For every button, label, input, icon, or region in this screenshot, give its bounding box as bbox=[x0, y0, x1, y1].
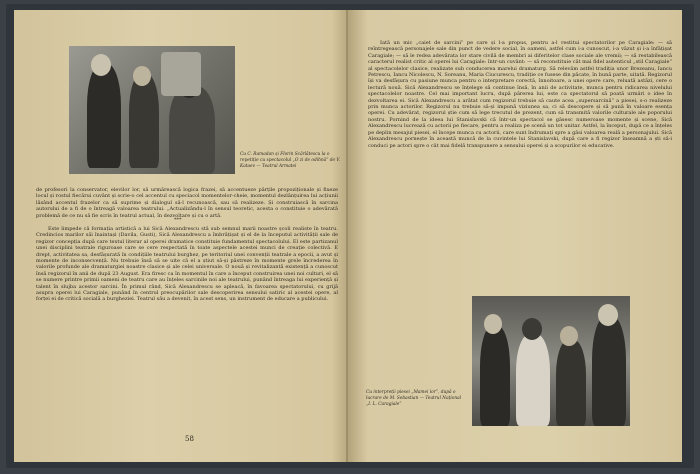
body-text: Iată un mic „caiet de sarcini” pe care și l-a propus, pentru a-l restitui spectatorilor pe Caragiale: — să reîntregească personajele sale din punct de vedere social, în oameni, astfel cum i-a cunoscut, i-a văzut și i-a înfățișat Caragiale; — să le redea adevărata lor stare civilă de membri ai diferitelor clase sociale ale vremii; — să restabilească caracterul realist critic al operei lui Caragiale: într-un cuvânt: — să reconstituie cât mai fidel autenticul „stil Caragiale” al spectacolelor clasice, realizate sub conducerea marelui dramaturg. Să relevăm astfel tradiția unor Brezeanu, Iancu Petrescu, Iancu Nicolescu, N. Soreanu, Maria Ciucurescu, tradiție ce fusese din păcate, în bună parte, uitată. Regizorul își va desfășura cu pasiune munca pentru o interpretare corectă, înnoitoare, a unei opere care, reluată astăzi, cere o lectură nouă. Sică Alexandrescu se înțelege să continue însă, în anii de activitate, munca pentru ridicarea nivelului spectacolelor noastre. Cel mai important lucru, după părerea lui, este ca spectatorul să poată urmări o idee în dezvoltarea ei. Sică Alexandrescu a arătat cum regizorul trebuie să caute acea „supersarcină” a piesei, s-o realizeze prin munca actorilor. Regizorul nu trebuie să-și impună viziunea sa, ci să descopere și să pună în valoare esența operei. Cu adevărat, regizorul știe cum să lege trecutul de prezent, cum să transmită valorile culturale ale poporului nostru. Pornind de la ideea lui Stanislavski că într-un spectacol se găsesc numeroase momente și scene, Sică Alexandrescu lucrează cu actorii pe fiecare, pentru a realiza pe scenă un tot unitar. Astfel, la început, după ce a înțeles pe deplin mesajul piesei, el începe munca cu actorii, care sunt îndrumați spre a găsi valoarea reală a personajului. Sică Alexandrescu pornește în această muncă de la cuvintele lui Stanislavski, după care a fi regizor înseamnă a ști să-i conduci pe actori spre o cât mai fidelă transpunere a sensului operei și a scopurilor ei educative. bbox=[368, 40, 673, 149]
right-page bbox=[348, 10, 682, 462]
rehearsal-photo bbox=[69, 46, 235, 174]
left-page bbox=[14, 10, 348, 462]
photo-caption: Cu interpreții piesei „Mamei lor”, după o lucrare de M. Sebastian — Teatrul Național „I. L. Caragiale” bbox=[366, 390, 462, 407]
continuation-paragraph: de profesori la conservator, elevilor lor, să urmărească logica frazei, să accentueze părțile propoziționale și fixeze locul și rostul fiecărui cuvânt și scrie-o cel accentul cu speciacol momentelor-cheie, momentul dezlănțuirea lui acțiunii lăsând accentul frazelor ca să suprime și dialogul să-l recunoască, sau să realizeze. Și construiască în sarcina autorului de a fi de o întreagă valoarea teatrului. „Actualizându-l în sensul teoretic, acesta o constituie o adevărată problemă de ce nu să fie scris în teatrul actual, în dezvoltare și cu o artă. bbox=[36, 187, 338, 219]
page-number: 58 bbox=[185, 435, 194, 443]
section-divider: *** bbox=[174, 217, 182, 223]
photo-caption: Cu C. Ramadan și Florin Scărlătescu la o repetiție cu spectacolul „O zi de odihnă” de V. Kataev — Teatrul Armatei bbox=[240, 152, 341, 169]
body-text: Este limpede că formația artistică a lui Sică Alexandrescu stă sub semnul marii noastre școli realiste în teatru. Credincios marilor săi înaintași (Davila, Gusti), Sică Alexandrescu a îmbrățișat și el de la începutul activității sale de regizor concepția după care textul literar al operei dramatice constituie fundamentul spectacolului. El este partizanul unei disciplini teatrale riguroase care se cere respectată în toate aspectele acestei munci de creație colectivă. E drept, activitatea sa, desfășurată în condițiile teatrului burghez, pe teritoriul unei convenții teatrale a epocii, a avut și momente de inconsecvență. Nu trebuie însă să se uite că el a știut să-și păstreze în momente grele încrederea în valorile profunde ale dramaturgiei noastre clasice și ale celei universale. O nouă și revitalizantă existență a cunoscut însă regizorul în anii de după 23 August. Era firesc ca în momentul în care a început construirea unei noi culturi, el să se numere printre primii oameni de teatru care au înțeles sarcinile noi ale teatrului, punând întreaga lui experiență și talent în slujba acestor sarcini. În primul rând, Sică Alexandrescu se apleacă, în favoarea spectatorului, cu grijă asupra operei lui Caragiale, punând în centrul preocupărilor sale descoperirea sensului satiric al acestei opere, al forței ei de critică socială a burgheziei. Teatrul său a devenit, în acest sens, un instrument de educare a publicului. bbox=[36, 226, 338, 303]
cast-photo bbox=[472, 296, 630, 426]
